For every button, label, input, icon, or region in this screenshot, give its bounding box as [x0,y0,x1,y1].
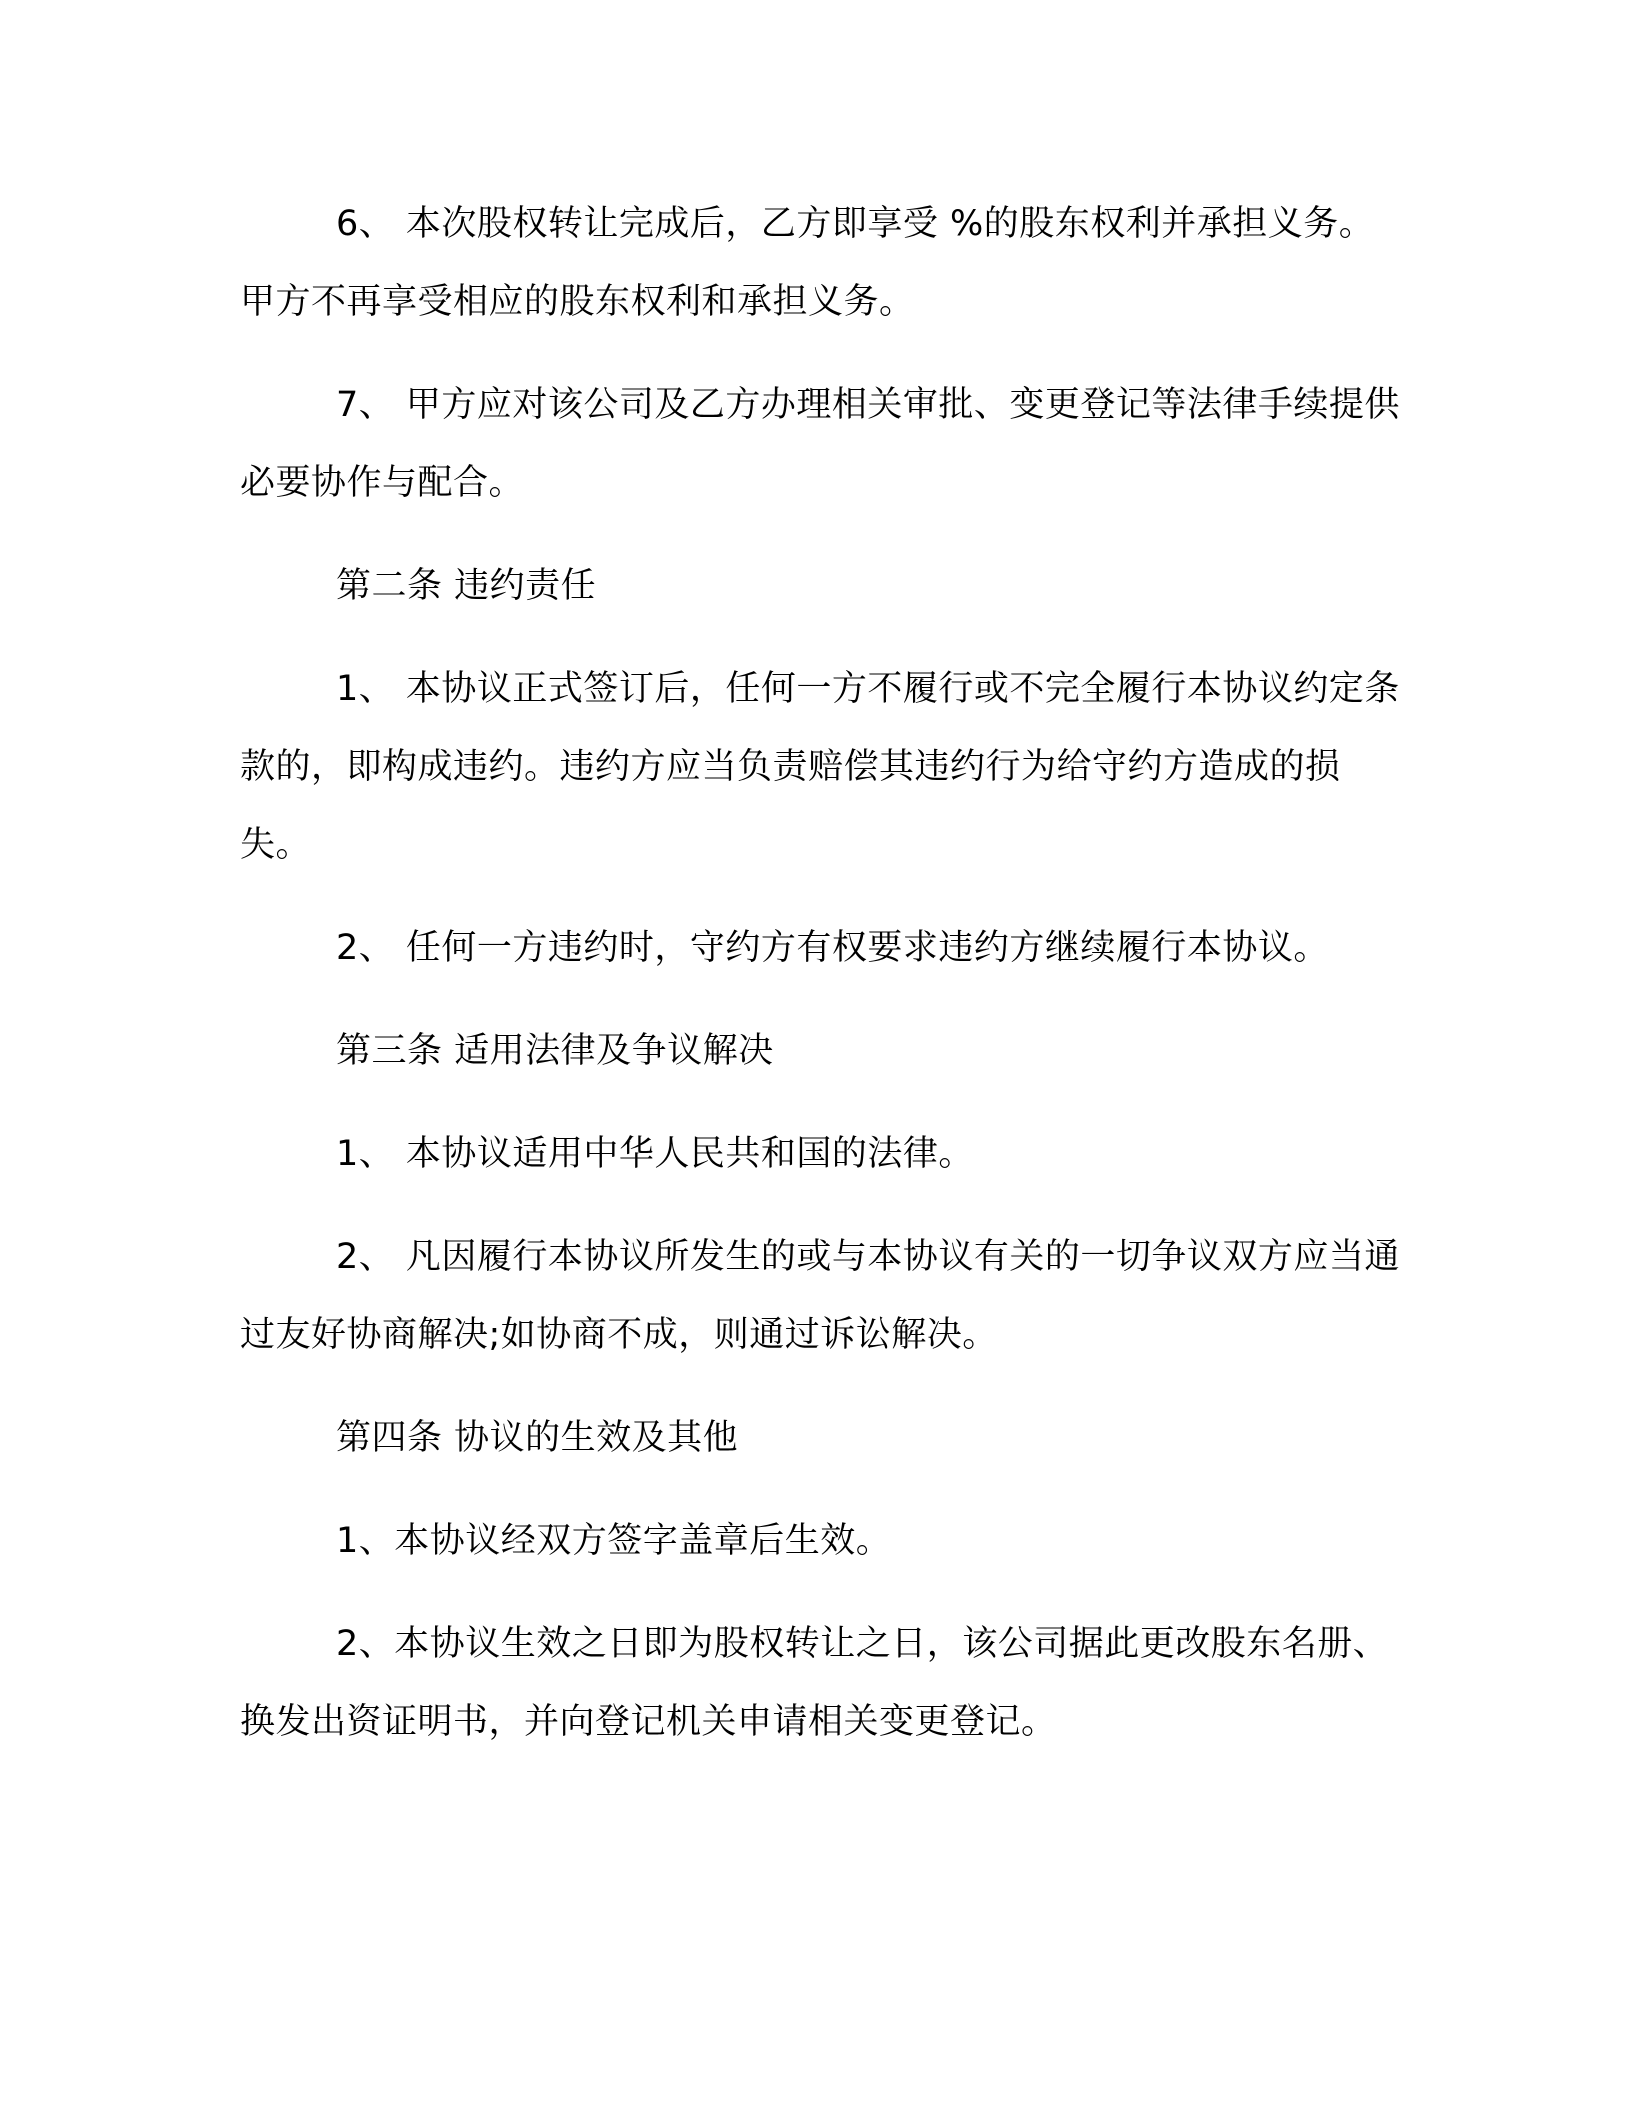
article-3-clause-2: 2、 凡因履行本协议所发生的或与本协议有关的一切争议双方应当通过友好协商解决;如协商不成，则通过诉讼解决。 [240,1237,1400,1355]
article-2-clause-2: 2、 任何一方违约时，守约方有权要求违约方继续履行本协议。 [336,928,1329,968]
clause-7: 7、 甲方应对该公司及乙方办理相关审批、变更登记等法律手续提供必要协作与配合。 [240,385,1400,503]
article-2-clause-1: 1、 本协议正式签订后，任何一方不履行或不完全履行本协议约定条款的，即构成违约。违约方应当负责赔偿其违约行为给守约方造成的损失。 [240,669,1400,865]
article-3-heading: 第三条 适用法律及争议解决 [336,1031,774,1071]
article-4-clause-2: 2、本协议生效之日即为股权转让之日，该公司据此更改股东名册、换发出资证明书，并向登记机关申请相关变更登记。 [240,1624,1389,1742]
document-body [240,185,1400,1786]
article-2-heading: 第二条 违约责任 [336,566,597,606]
article-4-heading: 第四条 协议的生效及其他 [336,1418,739,1458]
article-3-clause-1: 1、 本协议适用中华人民共和国的法律。 [336,1134,974,1174]
clause-6: 6、 本次股权转让完成后，乙方即享受 %的股东权利并承担义务。甲方不再享受相应的股东权利和承担义务。 [240,204,1375,322]
article-4-clause-1: 1、本协议经双方签字盖章后生效。 [336,1521,892,1561]
